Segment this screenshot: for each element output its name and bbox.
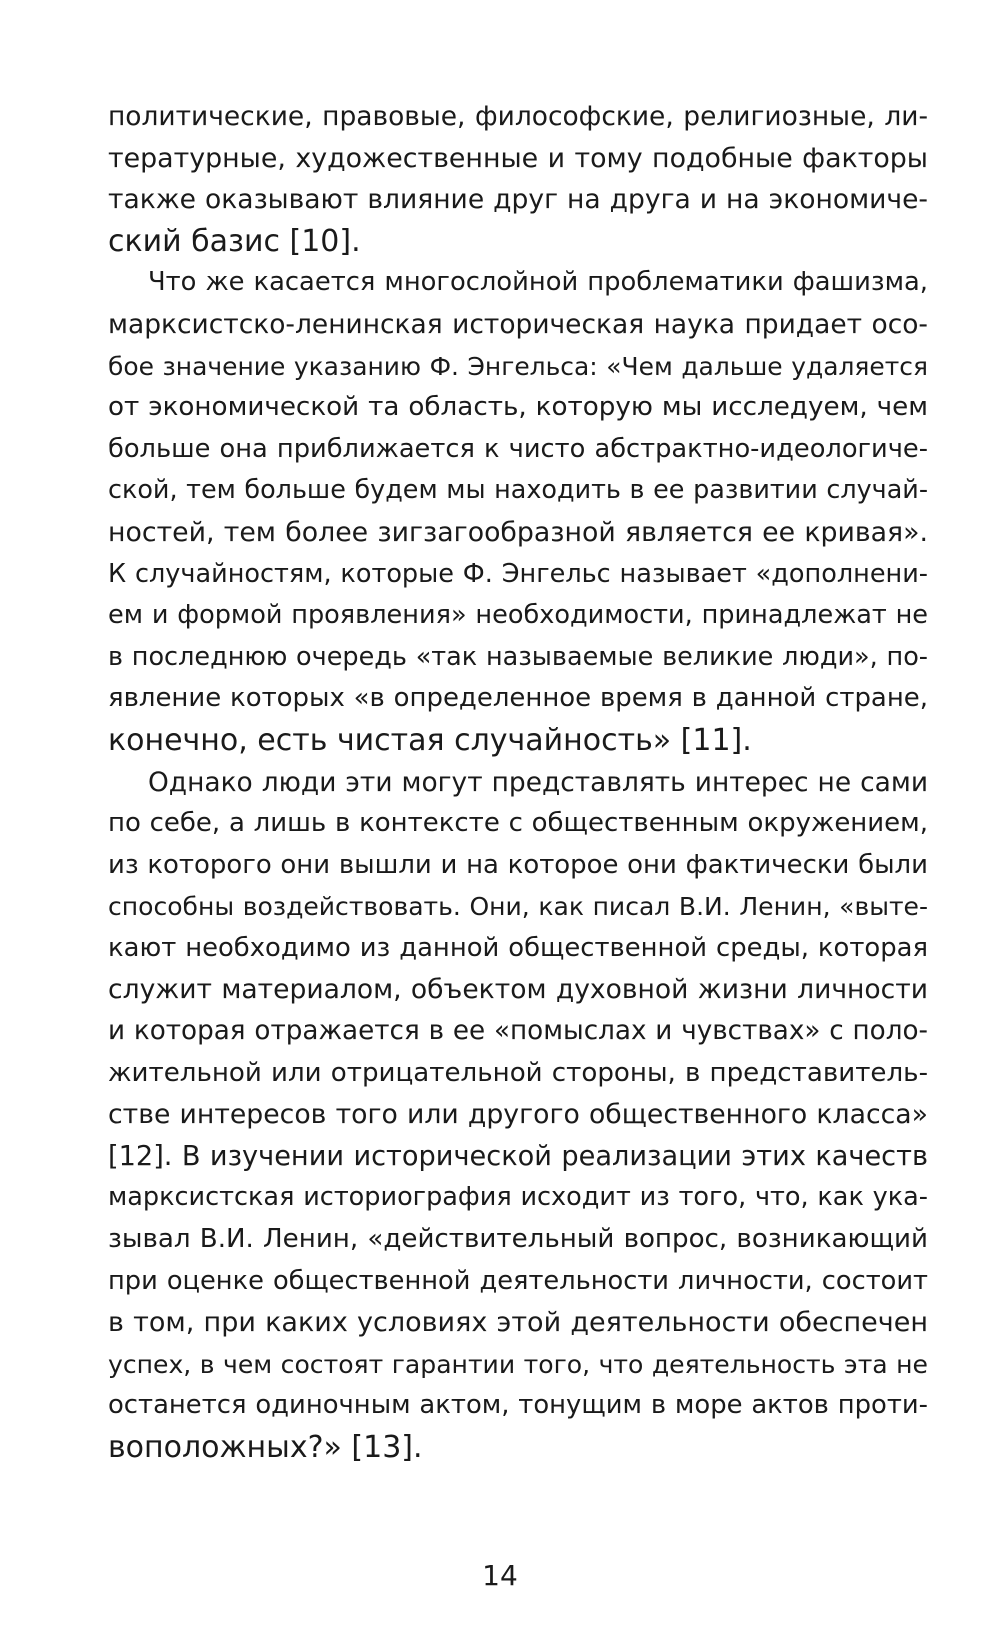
text-line: ностей, тем более зигзагообразной является ее кривая». xyxy=(108,516,928,548)
text-line: ской, тем больше будем мы находить в ее развитии случай- xyxy=(108,475,928,506)
text-line: кают необходимо из данной общественной среды, которая xyxy=(108,932,928,963)
text-line: от экономической та область, которую мы исследуем, чем xyxy=(108,392,928,423)
text-line: служит материалом, объектом духовной жизни личности xyxy=(108,974,928,1006)
text-line: воположных?» [13]. xyxy=(108,1430,423,1465)
text-line: тературные, художественные и тому подобные факторы xyxy=(108,142,928,174)
text-line: в последнюю очередь «так называемые великие люди», по- xyxy=(108,641,928,672)
text-line: Что же касается многослойной проблематики фашизма, xyxy=(148,267,928,298)
text-line: конечно, есть чистая случайность» [11]. xyxy=(108,722,752,758)
text-line: [12]. В изучении исторической реализации этих качеств xyxy=(108,1140,928,1172)
text-line: по себе, а лишь в контексте с общественным окружением, xyxy=(108,808,928,839)
text-line: успех, в чем состоят гарантии того, что деятельность эта не xyxy=(108,1349,928,1379)
text-line: бое значение указанию Ф. Энгельса: «Чем дальше удаляется xyxy=(108,351,928,381)
text-line: жительной или отрицательной стороны, в представитель- xyxy=(108,1057,928,1088)
text-line: зывал В.И. Ленин, «действительный вопрос, возникающий xyxy=(108,1224,928,1255)
text-line: и которая отражается в ее «помыслах и чувствах» с поло- xyxy=(108,1016,928,1047)
text-line: политические, правовые, философские, религиозные, ли- xyxy=(108,101,928,132)
text-line: больше она приближается к чисто абстрактно-идеологиче- xyxy=(108,433,928,464)
text-line: в том, при каких условиях этой деятельности обеспечен xyxy=(108,1307,928,1339)
text-line: явление которых «в определенное время в данной стране, xyxy=(108,683,928,714)
page-number: 14 xyxy=(482,1559,518,1592)
text-line: ский базис [10]. xyxy=(108,223,361,259)
text-line: Однако люди эти могут представлять интерес не сами xyxy=(148,766,928,798)
text-line: марксистская историография исходит из того, что, как ука- xyxy=(108,1182,928,1213)
text-line: также оказывают влияние друг на друга и на экономиче- xyxy=(108,184,928,216)
text-line: ем и формой проявления» необходимости, принадлежат не xyxy=(108,600,928,631)
text-line: при оценке общественной деятельности личности, состоит xyxy=(108,1265,928,1296)
text-line: из которого они вышли и на которое они фактически были xyxy=(108,849,928,880)
text-line: стве интересов того или другого общественного класса» xyxy=(108,1099,928,1131)
text-line: марксистско-ленинская историческая наука придает осо- xyxy=(108,308,928,340)
text-line: останется одиночным актом, тонущим в море актов проти- xyxy=(108,1390,928,1421)
body-text xyxy=(108,96,928,1469)
text-line: способны воздействовать. Они, как писал В.И. Ленин, «выте- xyxy=(108,892,928,922)
text-line: К случайностям, которые Ф. Энгельс называет «дополнени- xyxy=(108,558,928,589)
